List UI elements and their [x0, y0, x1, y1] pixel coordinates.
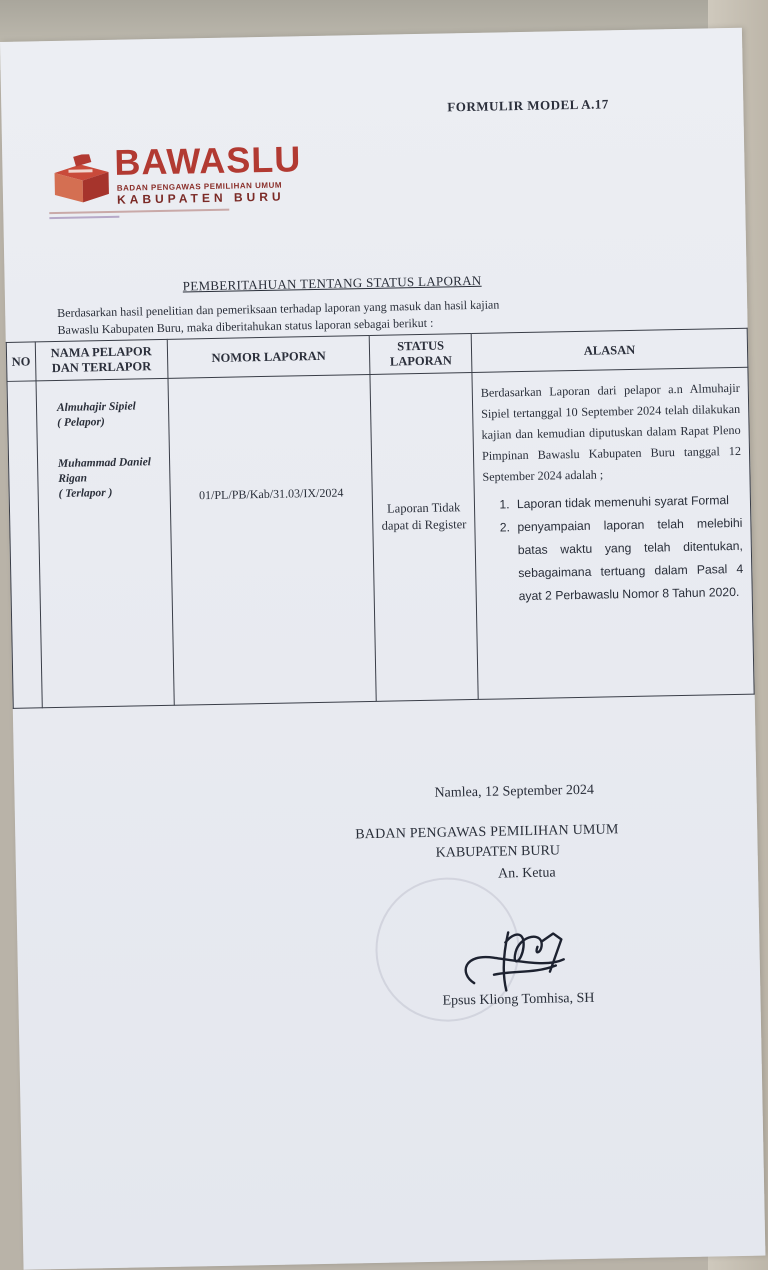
terlapor-name: Muhammad Daniel Rigan	[57, 456, 152, 485]
intro-line-1: Berdasarkan hasil penelitian dan pemeriksaan terhadap laporan yang masuk dan hasil kajian	[57, 297, 500, 320]
header-nomor: NOMOR LAPORAN	[167, 335, 370, 378]
table-row	[7, 367, 754, 708]
signer-name: Epsus Kliong Tomhisa, SH	[442, 990, 595, 1009]
header-alasan	[471, 328, 748, 372]
cell-status-laporan: Laporan Tidak dapat di Register	[370, 373, 478, 702]
pelapor-role: ( Pelapor)	[57, 416, 105, 429]
pelapor-name: Almuhajir Sipiel	[56, 400, 136, 414]
organization-line-1: BADAN PENGAWAS PEMILIHAN UMUM	[355, 822, 619, 843]
handwritten-signature	[453, 911, 585, 1003]
intro-line-2: Bawaslu Kabupaten Buru, maka diberitahukan status laporan sebagai berikut :	[57, 315, 434, 337]
alasan-list	[483, 489, 744, 609]
alasan-intro: Berdasarkan Laporan dari pelapor a.n Almuhajir Sipiel tertanggal 10 September 2024 telah dilakukan kajian dan kemudian diputuskan dalam Rapat Pleno Pimpinan Bawaslu Kabupaten Buru tanggal 12 September 2024 adalah ;	[480, 380, 742, 484]
document-paper	[0, 28, 765, 1270]
header-status: STATUS LAPORAN	[370, 334, 472, 375]
place-date: Namlea, 12 September 2024	[434, 782, 595, 801]
organization-line-3: An. Ketua	[497, 865, 556, 882]
logo-region: KABUPATEN BURU	[116, 189, 285, 207]
document-title: PEMBERITAHUAN TENTANG STATUS LAPORAN	[182, 272, 482, 294]
ballot-box-icon	[50, 154, 113, 205]
organization-line-2: KABUPATEN BURU	[435, 843, 561, 861]
header-nama: NAMA PELAPOR DAN TERLAPOR	[35, 339, 167, 381]
header-alasan-label: ALASAN	[583, 342, 636, 358]
header-no: NO	[6, 342, 36, 382]
report-status-table	[6, 328, 755, 709]
logo-title: BAWASLU	[113, 138, 302, 183]
logo-subtitle: BADAN PENGAWAS PEMILIHAN UMUM	[116, 180, 283, 193]
logo-divider-2	[49, 216, 119, 219]
terlapor-role: ( Terlapor )	[58, 486, 113, 500]
cell-nomor-laporan: 01/PL/PB/Kab/31.03/IX/2024	[168, 374, 377, 705]
cell-alasan	[472, 367, 754, 699]
alasan-item: 1. Laporan tidak memenuhi syarat Formal	[513, 489, 742, 516]
cell-nama	[36, 378, 174, 707]
form-code: FORMULIR MODEL A.17	[447, 96, 609, 115]
alasan-item: 2. penyampaian laporan telah melebihi batas waktu yang telah ditentukan, sebagaimana tertuang dalam Pasal 4 ayat 2 Perbawaslu Nomor 8 Tahun 2020.	[513, 512, 744, 608]
logo-divider	[49, 209, 229, 214]
bawaslu-logo	[48, 136, 339, 222]
